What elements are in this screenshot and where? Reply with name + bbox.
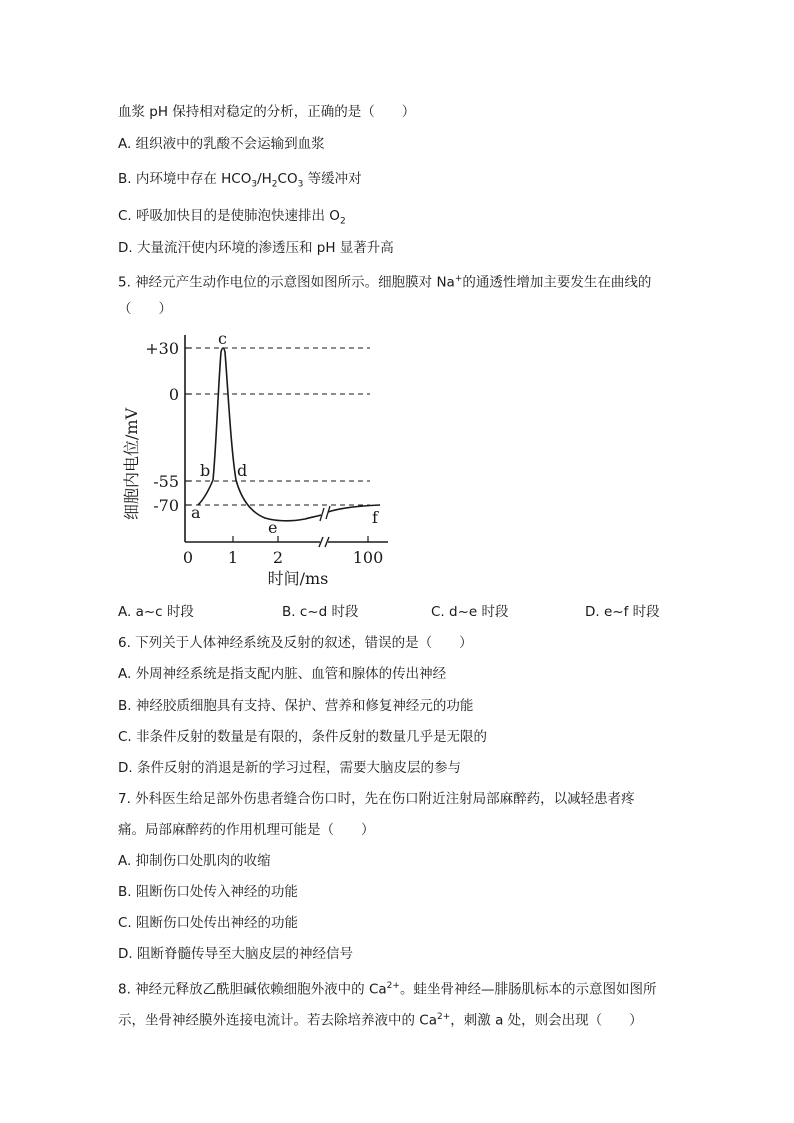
point-label-a: a xyxy=(191,503,201,522)
q7-stem-line2: 痛。局部麻醉药的作用机理可能是（ ） xyxy=(118,822,375,838)
q7-option-a[interactable]: A. 抑制伤口处肌肉的收缩 xyxy=(118,853,271,869)
q8-stem-line1: 8. 神经元释放乙酰胆碱依赖细胞外液中的 $Ca^{2+}$。蛙坐骨神经—腓肠肌标本的示意图如图所 xyxy=(118,981,657,998)
q5-option-d[interactable]: D. e~f 时段 xyxy=(585,604,660,620)
q5-option-c[interactable]: C. d~e 时段 xyxy=(431,604,509,620)
q4-option-a[interactable]: A. 组织液中的乳酸不会运输到血浆 xyxy=(118,136,325,152)
x-tick-label: 1 xyxy=(227,548,239,567)
point-label-b: b xyxy=(200,461,211,480)
q7-option-c[interactable]: C. 阻断伤口处传出神经的功能 xyxy=(118,915,299,931)
y-tick-label: -70 xyxy=(153,496,179,515)
y-tick-label: +30 xyxy=(145,339,179,358)
point-label-c: c xyxy=(218,330,227,348)
q4-option-b[interactable]: B. 内环境中存在 $HCO_3/H_2CO_3$ 等缓冲对 xyxy=(118,171,362,190)
q4-option-c[interactable]: C. 呼吸加快目的是使肺泡快速排出 $O_2$ xyxy=(118,208,346,227)
action-potential-curve xyxy=(198,348,321,521)
q4-option-d[interactable]: D. 大量流汗使内环境的渗透压和 pH 显著升高 xyxy=(118,240,394,256)
q4-stem: 血浆 pH 保持相对稳定的分析，正确的是（ ） xyxy=(118,104,416,120)
q7-option-b[interactable]: B. 阻断伤口处传入神经的功能 xyxy=(118,884,298,900)
point-label-e: e xyxy=(268,518,278,537)
action-potential-figure xyxy=(115,330,405,590)
point-label-d: d xyxy=(237,461,248,480)
q7-stem-line1: 7. 外科医生给足部外伤患者缝合伤口时，先在伤口附近注射局部麻醉药，以减轻患者疼 xyxy=(118,791,635,807)
x-tick-label: 2 xyxy=(272,548,284,567)
q6-stem: 6. 下列关于人体神经系统及反射的叙述，错误的是（ ） xyxy=(118,635,473,651)
q5-option-a[interactable]: A. a~c 时段 xyxy=(118,604,194,620)
q6-option-a[interactable]: A. 外周神经系统是指支配内脏、血管和腺体的传出神经 xyxy=(118,666,447,682)
y-axis-label: 细胞内电位/mV xyxy=(122,407,141,520)
x-tick-label: 0 xyxy=(182,548,194,567)
q6-option-c[interactable]: C. 非条件反射的数量是有限的，条件反射的数量几乎是无限的 xyxy=(118,729,488,745)
curve-break-mark xyxy=(326,506,330,519)
q5-stem-line2: （ ） xyxy=(118,301,172,317)
x-tick-label: 100 xyxy=(352,548,384,567)
q8-stem-line2: 示，坐骨神经膜外连接电流计。若去除培养液中的 $Ca^{2+}$，刺激 a 处，则会出现（ ） xyxy=(118,1012,643,1029)
q5-stem: 5. 神经元产生动作电位的示意图如图所示。细胞膜对 Na+的通透性增加主要发生在曲线的 xyxy=(118,274,652,291)
point-label-f: f xyxy=(372,508,378,527)
y-tick-label: 0 xyxy=(168,385,179,404)
q6-option-b[interactable]: B. 神经胶质细胞具有支持、保护、营养和修复神经元的功能 xyxy=(118,698,474,714)
x-axis-label: 时间/ms xyxy=(267,569,329,588)
q6-option-d[interactable]: D. 条件反射的消退是新的学习过程，需要大脑皮层的参与 xyxy=(118,760,461,776)
q5-option-b[interactable]: B. c~d 时段 xyxy=(282,604,359,620)
q7-option-d[interactable]: D. 阻断脊髓传导至大脑皮层的神经信号 xyxy=(118,946,353,962)
y-tick-label: -55 xyxy=(153,472,179,491)
